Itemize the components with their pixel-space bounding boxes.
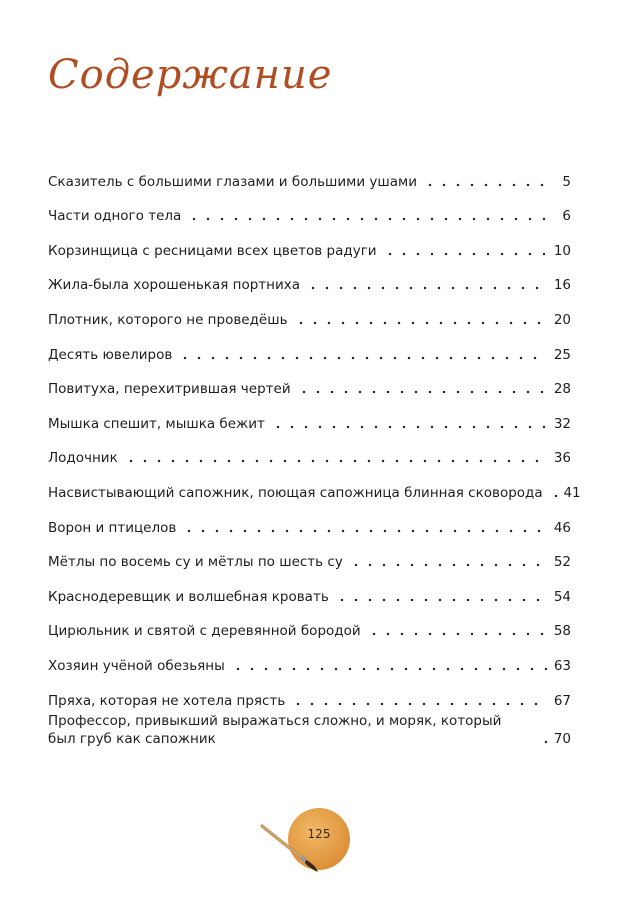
dot-leader bbox=[187, 217, 547, 221]
toc-entry bbox=[48, 606, 571, 641]
toc-entry-page: 54 bbox=[553, 588, 571, 605]
toc-entry-page: 25 bbox=[553, 346, 571, 363]
dot-leader bbox=[231, 667, 547, 671]
toc-entry-page: 52 bbox=[553, 554, 571, 571]
toc-entry bbox=[48, 225, 571, 260]
toc-entry-title: Цирюльник и святой с деревянной бородой bbox=[48, 623, 361, 640]
toc-entry bbox=[48, 710, 571, 748]
toc-entry bbox=[48, 675, 571, 710]
toc-entry bbox=[48, 156, 571, 191]
toc-entry-title: Мётлы по восемь су и мётлы по шесть су bbox=[48, 554, 343, 571]
toc-entry-title: Части одного тела bbox=[48, 208, 182, 225]
toc-entry-title: Плотник, которого не проведёшь bbox=[48, 311, 288, 328]
toc-entry-title: Сказитель с большими глазами и большими ушами bbox=[48, 173, 417, 190]
table-of-contents bbox=[48, 156, 581, 748]
toc-entry bbox=[48, 260, 571, 295]
toc-entry-page: 16 bbox=[553, 277, 571, 294]
dot-leader bbox=[124, 459, 547, 463]
dot-leader bbox=[178, 356, 547, 360]
toc-entry-page: 63 bbox=[553, 657, 571, 674]
toc-entry-page: 36 bbox=[553, 450, 571, 467]
toc-entry-page: 70 bbox=[553, 730, 571, 747]
dot-leader bbox=[294, 321, 547, 325]
toc-entry-page: 10 bbox=[553, 242, 571, 259]
toc-entry-title: Ворон и птицелов bbox=[48, 519, 177, 536]
toc-entry-page: 28 bbox=[553, 381, 571, 398]
dot-leader bbox=[367, 632, 547, 636]
toc-entry-title: Краснодеревщик и волшебная кровать bbox=[48, 588, 329, 605]
toc-entry-page: 20 bbox=[553, 311, 571, 328]
toc-entry-title: Десять ювелиров bbox=[48, 346, 173, 363]
toc-entry-page: 46 bbox=[553, 519, 571, 536]
toc-entry-title: Профессор, привыкший выражаться сложно, и моряк, который был груб как сапожник bbox=[48, 712, 502, 747]
toc-entry-page: 67 bbox=[553, 692, 571, 709]
dot-leader bbox=[182, 529, 547, 533]
toc-entry-page: 6 bbox=[562, 208, 571, 225]
dot-leader bbox=[291, 702, 547, 706]
toc-entry bbox=[48, 467, 581, 502]
dot-leader bbox=[383, 252, 547, 256]
toc-entry-title: Хозяин учёной обезьяны bbox=[48, 657, 225, 674]
toc-entry bbox=[48, 537, 571, 572]
dot-leader bbox=[271, 425, 547, 429]
toc-entry bbox=[48, 398, 571, 433]
toc-entry-title: Лодочник bbox=[48, 450, 118, 467]
dot-leader bbox=[335, 598, 547, 602]
toc-entry bbox=[48, 571, 571, 606]
dot-leader bbox=[306, 286, 547, 290]
toc-entry bbox=[48, 294, 571, 329]
toc-entry-page: 58 bbox=[553, 623, 571, 640]
toc-entry bbox=[48, 502, 571, 537]
dot-leader bbox=[539, 740, 547, 744]
toc-entry-page: 41 bbox=[563, 484, 581, 501]
toc-entry bbox=[48, 433, 571, 468]
toc-entry bbox=[48, 329, 571, 364]
paintbrush-icon bbox=[258, 812, 338, 882]
toc-entry-page: 32 bbox=[553, 415, 571, 432]
toc-entry-title: Жила-была хорошенькая портниха bbox=[48, 277, 301, 294]
toc-entry-title: Корзинщица с ресницами всех цветов радуги bbox=[48, 242, 377, 259]
toc-entry bbox=[48, 364, 571, 399]
toc-entry-title: Пряха, которая не хотела прясть bbox=[48, 692, 286, 709]
toc-entry-title: Мышка спешит, мышка бежит bbox=[48, 415, 265, 432]
toc-entry-page: 5 bbox=[562, 173, 571, 190]
toc-entry bbox=[48, 640, 571, 675]
dot-leader bbox=[297, 390, 547, 394]
dot-leader bbox=[549, 494, 557, 498]
toc-entry-title: Повитуха, перехитрившая чертей bbox=[48, 381, 291, 398]
toc-entry-title: Насвистывающий сапожник, поющая сапожница блинная сковорода bbox=[48, 484, 543, 501]
dot-leader bbox=[349, 563, 547, 567]
toc-entry bbox=[48, 191, 571, 226]
page-number: 125 bbox=[307, 827, 331, 841]
dot-leader bbox=[423, 183, 547, 187]
page-title: Содержание bbox=[48, 52, 333, 98]
